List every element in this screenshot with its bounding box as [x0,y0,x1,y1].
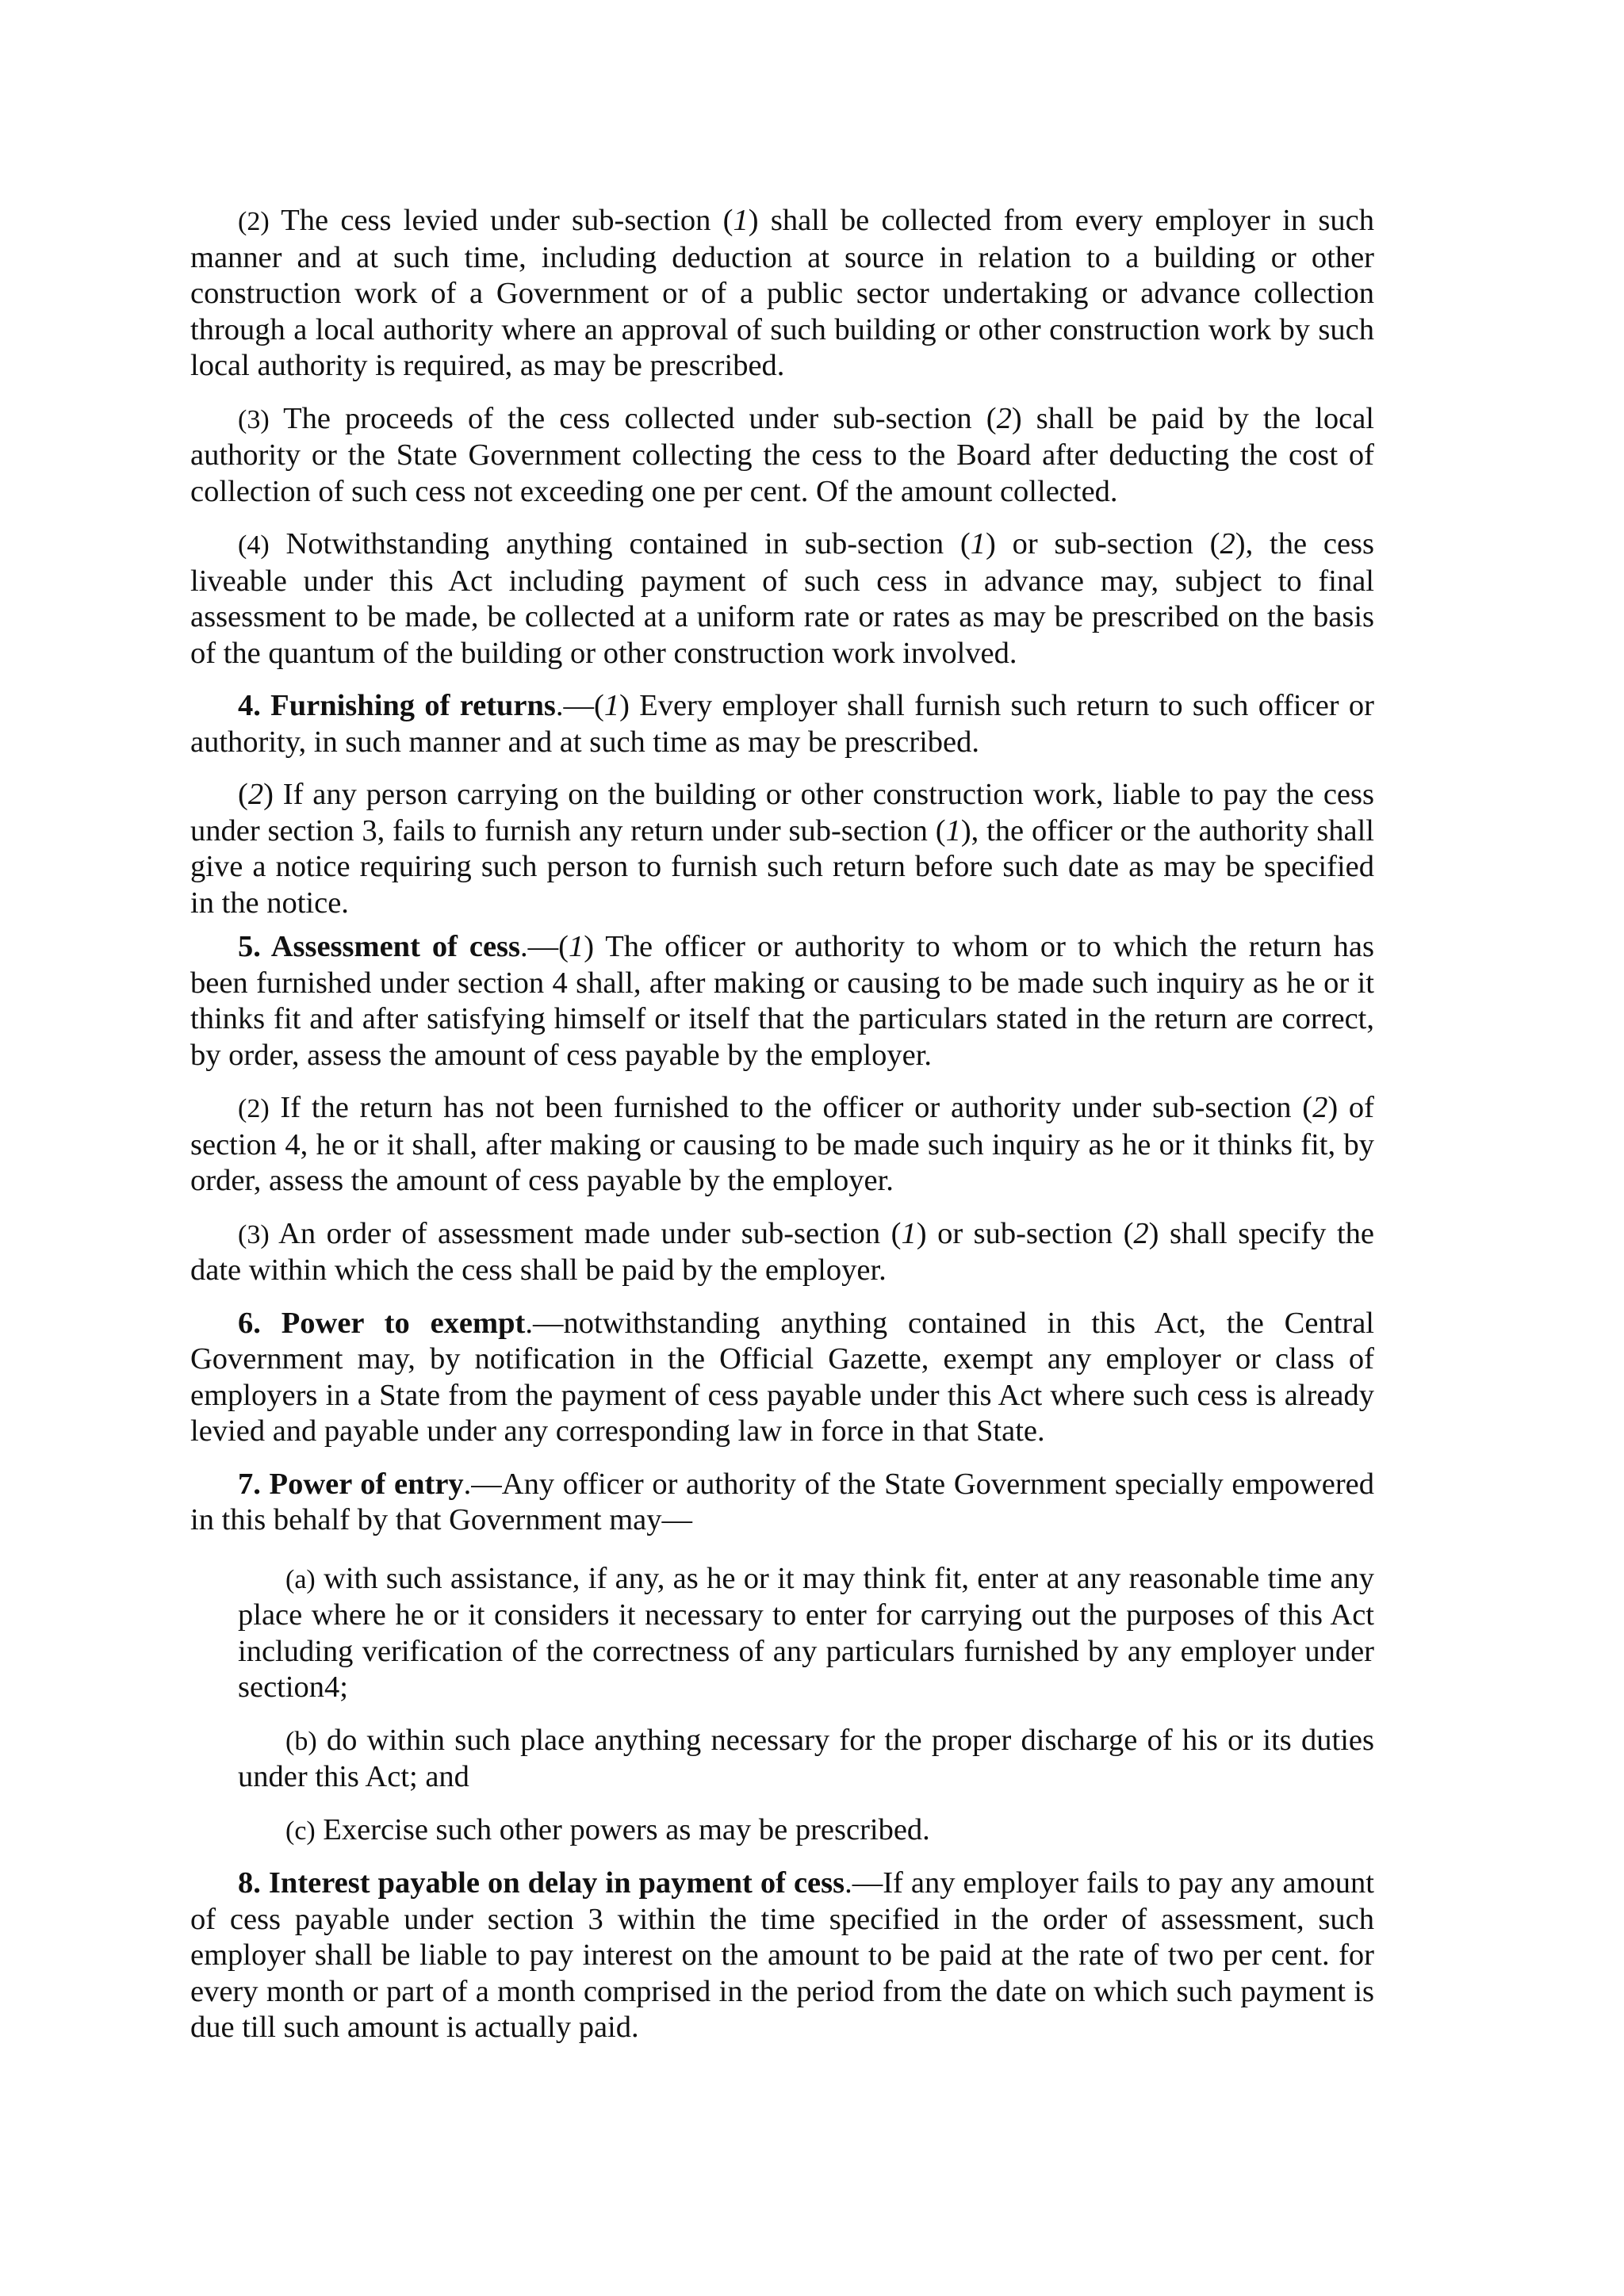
clause-text: do within such place anything necessary for the proper discharge of his or its duties under this Act; and [238,1723,1374,1793]
subsection-number: (2) [238,1094,270,1123]
section-heading: Interest payable on delay in payment of cess [268,1866,845,1900]
text-run: ), the cess liveable under this Act including payment of such cess in advance may, subject to final assessment to be made, be collected at a uniform rate or rates as may be prescribed on the basis of the quantum of the building or other construction work involved. [190,527,1375,670]
subsection-reference: 2 [996,401,1012,435]
subsection-reference: 1 [568,930,584,963]
clause-7-b [238,1723,1374,1796]
subsection-reference: 2 [1133,1216,1149,1250]
text-run: ( [238,778,248,811]
subsection-reference: 1 [603,689,620,722]
text-run: ) shall be collected from every employer in such manner and at such time, including deduction at source in relation to a building or other construction work of a Government or of a public sector undertaking or advance collection through a local authority where an approval of such building or other construction work by such local authority is required, as may be prescribed. [190,204,1374,382]
text-run: .—( [520,930,569,963]
section-7-power-of-entry [190,1467,1374,1539]
text-run: ) Every employer shall furnish such return to such officer or authority, in such manner and at such time as may be prescribed. [190,689,1374,759]
subsection-reference: 2 [247,778,264,811]
subsection-reference: 1 [970,527,986,561]
section-heading: 5. [238,930,271,963]
subsection-reference: 1 [945,813,961,848]
section-5-assessment-of-cess [190,929,1374,1073]
subsection-number: (4) [238,530,270,560]
section-heading: Power of entry [269,1467,464,1501]
text-run: ), the officer or the authority shall give a notice requiring such person to furnish such return before such date as may be specified in the notice. [190,813,1374,920]
text-run: ) shall be paid by the local authority or the State Government collecting the cess to the Board after deducting the cost of collection of such cess not exceeding one per cent. Of the amount collected. [190,401,1374,508]
text-run: ) The officer or authority to whom or to which the return has been furnished under section 4 shall, after making or causing to be made such inquiry as he or it thinks fit and after satisfying himself or itself that the particulars stated in the return are correct, by order, assess the amount of cess payable by the employer. [190,930,1374,1072]
section-heading: 6. [238,1306,282,1340]
clause-text: Exercise such other powers as may be prescribed. [315,1812,930,1846]
section-8-interest-payable [190,1866,1374,2046]
subsection-reference: 2 [1220,527,1235,561]
section-heading: 7. [238,1467,270,1501]
section-heading: Assessment of cess [270,930,521,963]
text-run: An order of assessment made under sub-section ( [269,1216,902,1250]
para-3-3 [190,401,1374,511]
subsection-number: (3) [238,404,270,434]
text-run: .—Any officer or authority of the State Government specially empowered in this behalf by that Government may— [190,1467,1375,1536]
para-5-3 [190,1216,1374,1289]
section-heading: 4. [238,689,271,722]
text-run: Notwithstanding anything contained in sub-section ( [269,527,971,561]
text-run: .—If any employer fails to pay any amount of cess payable under section 3 within the time specified in the order of assessment, such employer shall be liable to pay interest on the amount to be paid at the rate of two per cent. for every month or part of a month comprised in the period from the date on which such payment is due till such amount is actually paid. [190,1866,1374,2044]
text-run: ) shall specify the date within which the cess shall be paid by the employer. [190,1216,1374,1287]
clause-list [190,1561,1374,1850]
section-heading: Power to exempt [281,1306,526,1340]
text-run: The cess levied under sub-section ( [269,204,733,237]
text-run: ) of section 4, he or it shall, after making or causing to be made such inquiry as he or it thinks fit, by order, assess the amount of cess payable by the employer. [190,1091,1374,1197]
document-page [190,203,1374,2063]
text-run: .—notwithstanding anything contained in this Act, the Central Government may, by notification in the Official Gazette, exempt any employer or class of employers in a State from the payment of cess payable under this Act where such cess is already levied and payable under any corresponding law in force in that State. [190,1306,1375,1448]
section-heading: Furnishing of returns [270,689,556,722]
clause-text: with such assistance, if any, as he or it may think fit, enter at any reasonable time any place where he or it considers it necessary to enter for carrying out the purposes of this Act including verification of the correctness of any particulars furnished by any employer under section4; [238,1561,1374,1704]
clause-label: (c) [285,1816,316,1846]
subsection-reference: 1 [901,1216,917,1250]
body-paragraphs [190,203,1374,1539]
para-3-4 [190,526,1374,672]
clause-label: (a) [285,1564,316,1594]
text-run: ) If any person carrying on the building or other construction work, liable to pay the cess under section 3, fails to furnish any return under sub-section ( [190,778,1374,848]
section-6-power-to-exempt [190,1306,1374,1450]
text-run: .—( [555,689,604,722]
text-run: The proceeds of the cess collected under sub-section ( [269,401,997,435]
para-4-2 [190,777,1374,921]
clause-label: (b) [285,1726,317,1756]
para-3-2 [190,203,1374,385]
section-heading: 8. [238,1866,269,1900]
text-run: If the return has not been furnished to the officer or authority under sub-section ( [269,1091,1313,1124]
clause-7-c [238,1812,1374,1850]
subsection-reference: 1 [733,204,749,237]
section-4-furnishing-of-returns [190,688,1374,760]
para-5-2 [190,1090,1374,1200]
text-run: ) or sub-section ( [985,527,1220,561]
final-paragraphs [190,1866,1374,2046]
subsection-number: (3) [238,1219,270,1249]
subsection-number: (2) [238,207,270,236]
text-run: ) or sub-section ( [916,1216,1134,1250]
clause-7-a [238,1561,1374,1706]
subsection-reference: 2 [1312,1091,1328,1124]
